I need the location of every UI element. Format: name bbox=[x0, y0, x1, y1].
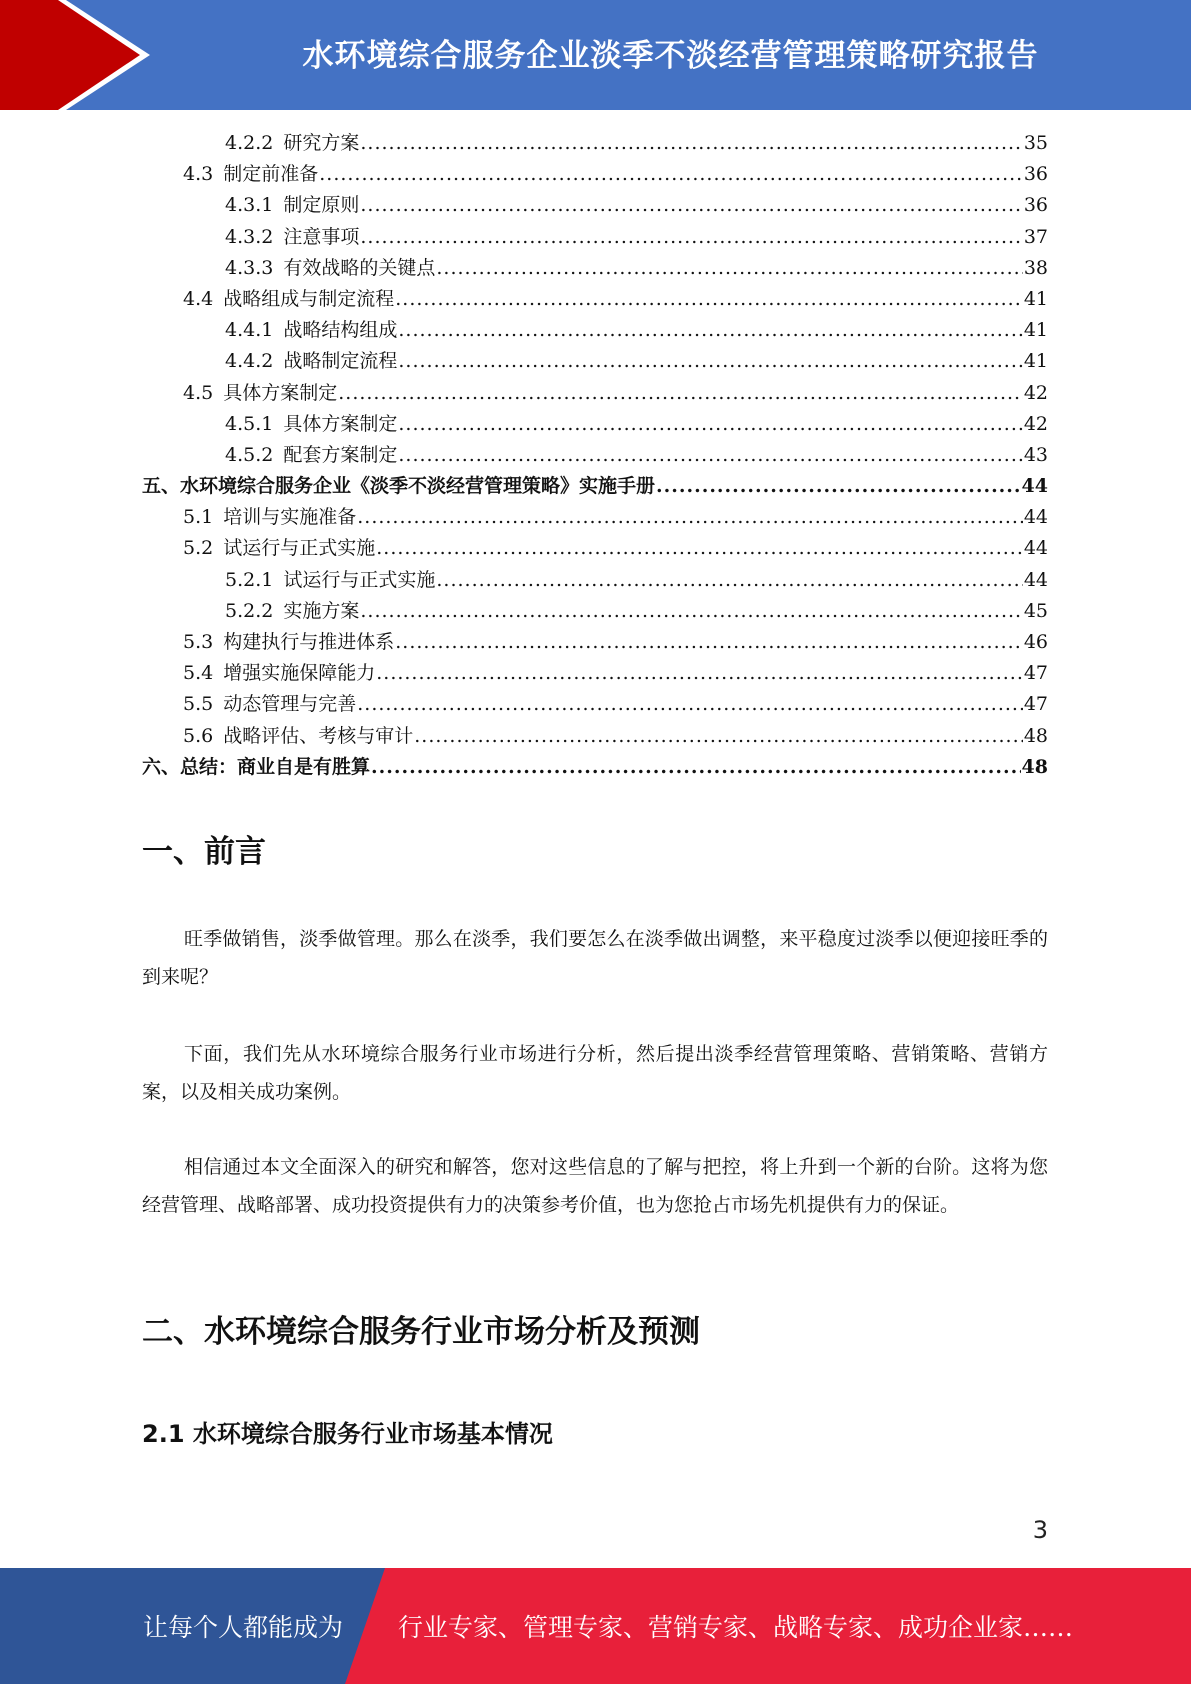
toc-entry-label: 具体方案制定 bbox=[283, 412, 398, 435]
header-arrow-icon bbox=[0, 0, 160, 110]
toc-entry-title bbox=[183, 284, 394, 315]
toc-dot-leader bbox=[398, 315, 1022, 346]
toc-entry-number: 5.2.2 bbox=[225, 599, 274, 622]
toc-entry-title bbox=[225, 440, 397, 471]
toc-entry-label: 试运行与正式实施 bbox=[283, 568, 436, 591]
toc-entry-title bbox=[225, 222, 359, 253]
toc-entry-page: 47 bbox=[1023, 662, 1048, 685]
toc-dot-leader bbox=[319, 159, 1023, 190]
toc-entry[interactable] bbox=[142, 658, 1048, 689]
toc-entry-title bbox=[183, 721, 413, 752]
toc-entry-page: 41 bbox=[1023, 287, 1048, 310]
toc-dot-leader bbox=[360, 128, 1022, 159]
toc-entry[interactable] bbox=[142, 409, 1048, 440]
toc-entry[interactable] bbox=[142, 502, 1048, 533]
toc-entry-number: 4.4.1 bbox=[225, 319, 274, 342]
toc-dot-leader bbox=[357, 502, 1023, 533]
toc-entry-number: 4.4 bbox=[183, 287, 214, 310]
toc-entry-page: 42 bbox=[1023, 412, 1048, 435]
toc-entry-label: 五、水环境综合服务企业《淡季不淡经营管理策略》实施手册 bbox=[142, 475, 656, 498]
toc-entry-page: 36 bbox=[1023, 163, 1048, 186]
toc-entry[interactable] bbox=[142, 284, 1048, 315]
toc-dot-leader bbox=[436, 253, 1022, 284]
toc-entry-number: 4.3.2 bbox=[225, 225, 274, 248]
toc-entry-number: 4.5 bbox=[183, 381, 214, 404]
toc-entry-label: 动态管理与完善 bbox=[223, 693, 357, 716]
toc-entry-label: 注意事项 bbox=[283, 225, 360, 248]
toc-entry-title bbox=[225, 565, 435, 596]
toc-entry-page: 47 bbox=[1023, 693, 1048, 716]
toc-entry-page: 37 bbox=[1023, 225, 1048, 248]
toc-entry-page: 41 bbox=[1023, 319, 1048, 342]
toc-entry-page: 44 bbox=[1023, 506, 1048, 529]
toc-dot-leader bbox=[398, 440, 1022, 471]
toc-entry-label: 培训与实施准备 bbox=[223, 506, 357, 529]
page-number: 3 bbox=[1032, 1516, 1048, 1544]
toc-entry[interactable] bbox=[142, 190, 1048, 221]
toc-entry-number: 4.3 bbox=[183, 163, 214, 186]
page-header bbox=[0, 0, 1191, 110]
footer-slogan-right: 行业专家、管理专家、营销专家、战略专家、成功企业家…… bbox=[398, 1613, 1074, 1642]
toc-dot-leader bbox=[436, 565, 1022, 596]
toc-entry[interactable] bbox=[142, 533, 1048, 564]
toc-entry[interactable] bbox=[142, 253, 1048, 284]
toc-entry[interactable] bbox=[142, 471, 1048, 502]
toc-entry-title bbox=[142, 471, 655, 502]
toc-entry-label: 战略制定流程 bbox=[283, 350, 398, 373]
toc-entry-number: 5.2 bbox=[183, 537, 214, 560]
toc-entry[interactable] bbox=[142, 440, 1048, 471]
toc-entry-label: 配套方案制定 bbox=[283, 443, 398, 466]
toc-dot-leader bbox=[371, 752, 1021, 783]
toc-entry-label: 实施方案 bbox=[283, 599, 360, 622]
toc-dot-leader bbox=[360, 222, 1022, 253]
toc-dot-leader bbox=[398, 346, 1022, 377]
toc-entry-page: 43 bbox=[1023, 443, 1048, 466]
toc-entry-number: 5.2.1 bbox=[225, 568, 274, 591]
toc-entry-number: 4.5.1 bbox=[225, 412, 274, 435]
toc-entry-title bbox=[225, 128, 359, 159]
toc-entry[interactable] bbox=[142, 752, 1048, 783]
toc-entry[interactable] bbox=[142, 378, 1048, 409]
toc-entry[interactable] bbox=[142, 315, 1048, 346]
toc-entry-page: 45 bbox=[1023, 599, 1048, 622]
toc-entry-title bbox=[183, 159, 318, 190]
toc-entry-label: 制定原则 bbox=[283, 194, 360, 217]
toc-entry-number: 5.5 bbox=[183, 693, 214, 716]
toc-entry-title bbox=[183, 502, 356, 533]
toc-entry[interactable] bbox=[142, 627, 1048, 658]
toc-entry[interactable] bbox=[142, 565, 1048, 596]
toc-entry-label: 研究方案 bbox=[283, 132, 360, 154]
toc-entry[interactable] bbox=[142, 689, 1048, 720]
preface-paragraph-3: 相信通过本文全面深入的研究和解答，您对这些信息的了解与把控，将上升到一个新的台阶。这将为您经营管理、战略部署、成功投资提供有力的决策参考价值，也为您抢占市场先机提供有力的保证。 bbox=[142, 1156, 1048, 1216]
toc-entry-page: 46 bbox=[1023, 631, 1048, 653]
toc-entry-page: 38 bbox=[1023, 256, 1048, 279]
toc-dot-leader bbox=[395, 284, 1023, 315]
toc-entry-page: 44 bbox=[1021, 475, 1048, 498]
toc-entry-title bbox=[183, 378, 337, 409]
report-title: 水环境综合服务企业淡季不淡经营管理策略研究报告 bbox=[302, 38, 1039, 74]
toc-entry-page: 36 bbox=[1023, 194, 1048, 217]
toc-entry-title bbox=[225, 253, 435, 284]
toc-entry[interactable] bbox=[142, 346, 1048, 377]
toc-entry-label: 战略组成与制定流程 bbox=[223, 287, 395, 310]
section-heading-preface: 一、前言 bbox=[142, 834, 266, 870]
toc-entry-title bbox=[183, 627, 394, 658]
toc-entry-title bbox=[183, 689, 356, 720]
toc-dot-leader bbox=[357, 689, 1023, 720]
toc-entry-number: 4.4.2 bbox=[225, 350, 274, 373]
toc-entry-label: 增强实施保障能力 bbox=[223, 662, 376, 685]
toc-entry-label: 具体方案制定 bbox=[223, 381, 338, 404]
toc-dot-leader bbox=[376, 533, 1023, 564]
table-of-contents bbox=[142, 128, 1048, 783]
toc-entry-title bbox=[225, 596, 359, 627]
toc-dot-leader bbox=[656, 471, 1021, 502]
preface-paragraph-2: 下面，我们先从水环境综合服务行业市场进行分析，然后提出淡季经营管理策略、营销策略、营销方案，以及相关成功案例。 bbox=[142, 1043, 1048, 1103]
toc-entry-title bbox=[183, 533, 375, 564]
toc-entry[interactable] bbox=[142, 596, 1048, 627]
page-footer bbox=[0, 1568, 1191, 1684]
toc-entry-number: 4.2.2 bbox=[225, 132, 274, 154]
footer-slogan-left: 让每个人都能成为 bbox=[143, 1613, 344, 1642]
subsection-heading-market-basics: 2.1 水环境综合服务行业市场基本情况 bbox=[142, 1420, 553, 1448]
toc-dot-leader bbox=[376, 658, 1023, 689]
toc-entry-title bbox=[225, 409, 397, 440]
toc-entry-title bbox=[183, 658, 375, 689]
toc-entry-label: 六、总结：商业自是有胜算 bbox=[142, 755, 371, 778]
toc-entry-page: 48 bbox=[1023, 724, 1048, 747]
toc-entry-number: 5.1 bbox=[183, 506, 214, 529]
toc-entry[interactable] bbox=[142, 159, 1048, 190]
toc-dot-leader bbox=[360, 190, 1022, 221]
toc-entry-label: 有效战略的关键点 bbox=[283, 256, 436, 279]
toc-entry[interactable] bbox=[142, 222, 1048, 253]
toc-entry-number: 4.3.3 bbox=[225, 256, 274, 279]
toc-entry-label: 战略结构组成 bbox=[283, 319, 398, 342]
toc-entry-title bbox=[225, 346, 397, 377]
toc-entry-label: 战略评估、考核与审计 bbox=[223, 724, 414, 747]
toc-entry-page: 48 bbox=[1021, 755, 1048, 778]
toc-dot-leader bbox=[360, 596, 1022, 627]
toc-entry-page: 44 bbox=[1023, 568, 1048, 591]
toc-entry-title bbox=[225, 190, 359, 221]
toc-entry-page: 44 bbox=[1023, 537, 1048, 560]
toc-entry-number: 5.6 bbox=[183, 724, 214, 747]
toc-dot-leader bbox=[414, 721, 1023, 752]
toc-entry-number: 5.4 bbox=[183, 662, 214, 685]
section-heading-market: 二、水环境综合服务行业市场分析及预测 bbox=[142, 1314, 700, 1350]
toc-entry-page: 42 bbox=[1023, 381, 1048, 404]
toc-entry-title bbox=[225, 315, 397, 346]
toc-entry[interactable] bbox=[142, 128, 1048, 159]
toc-entry-number: 4.5.2 bbox=[225, 443, 274, 466]
toc-entry-page: 35 bbox=[1023, 132, 1048, 154]
preface-paragraph-1: 旺季做销售，淡季做管理。那么在淡季，我们要怎么在淡季做出调整，来平稳度过淡季以便迎接旺季的到来呢？ bbox=[142, 928, 1048, 988]
toc-entry-title bbox=[142, 752, 370, 783]
toc-entry-number: 5.3 bbox=[183, 631, 214, 653]
toc-entry-label: 试运行与正式实施 bbox=[223, 537, 376, 560]
toc-dot-leader bbox=[395, 627, 1023, 658]
toc-dot-leader bbox=[338, 378, 1023, 409]
toc-dot-leader bbox=[398, 409, 1022, 440]
toc-entry-number: 4.3.1 bbox=[225, 194, 274, 217]
toc-entry-page: 41 bbox=[1023, 350, 1048, 373]
toc-entry-label: 构建执行与推进体系 bbox=[223, 631, 395, 653]
toc-entry[interactable] bbox=[142, 721, 1048, 752]
toc-entry-label: 制定前准备 bbox=[223, 163, 319, 186]
